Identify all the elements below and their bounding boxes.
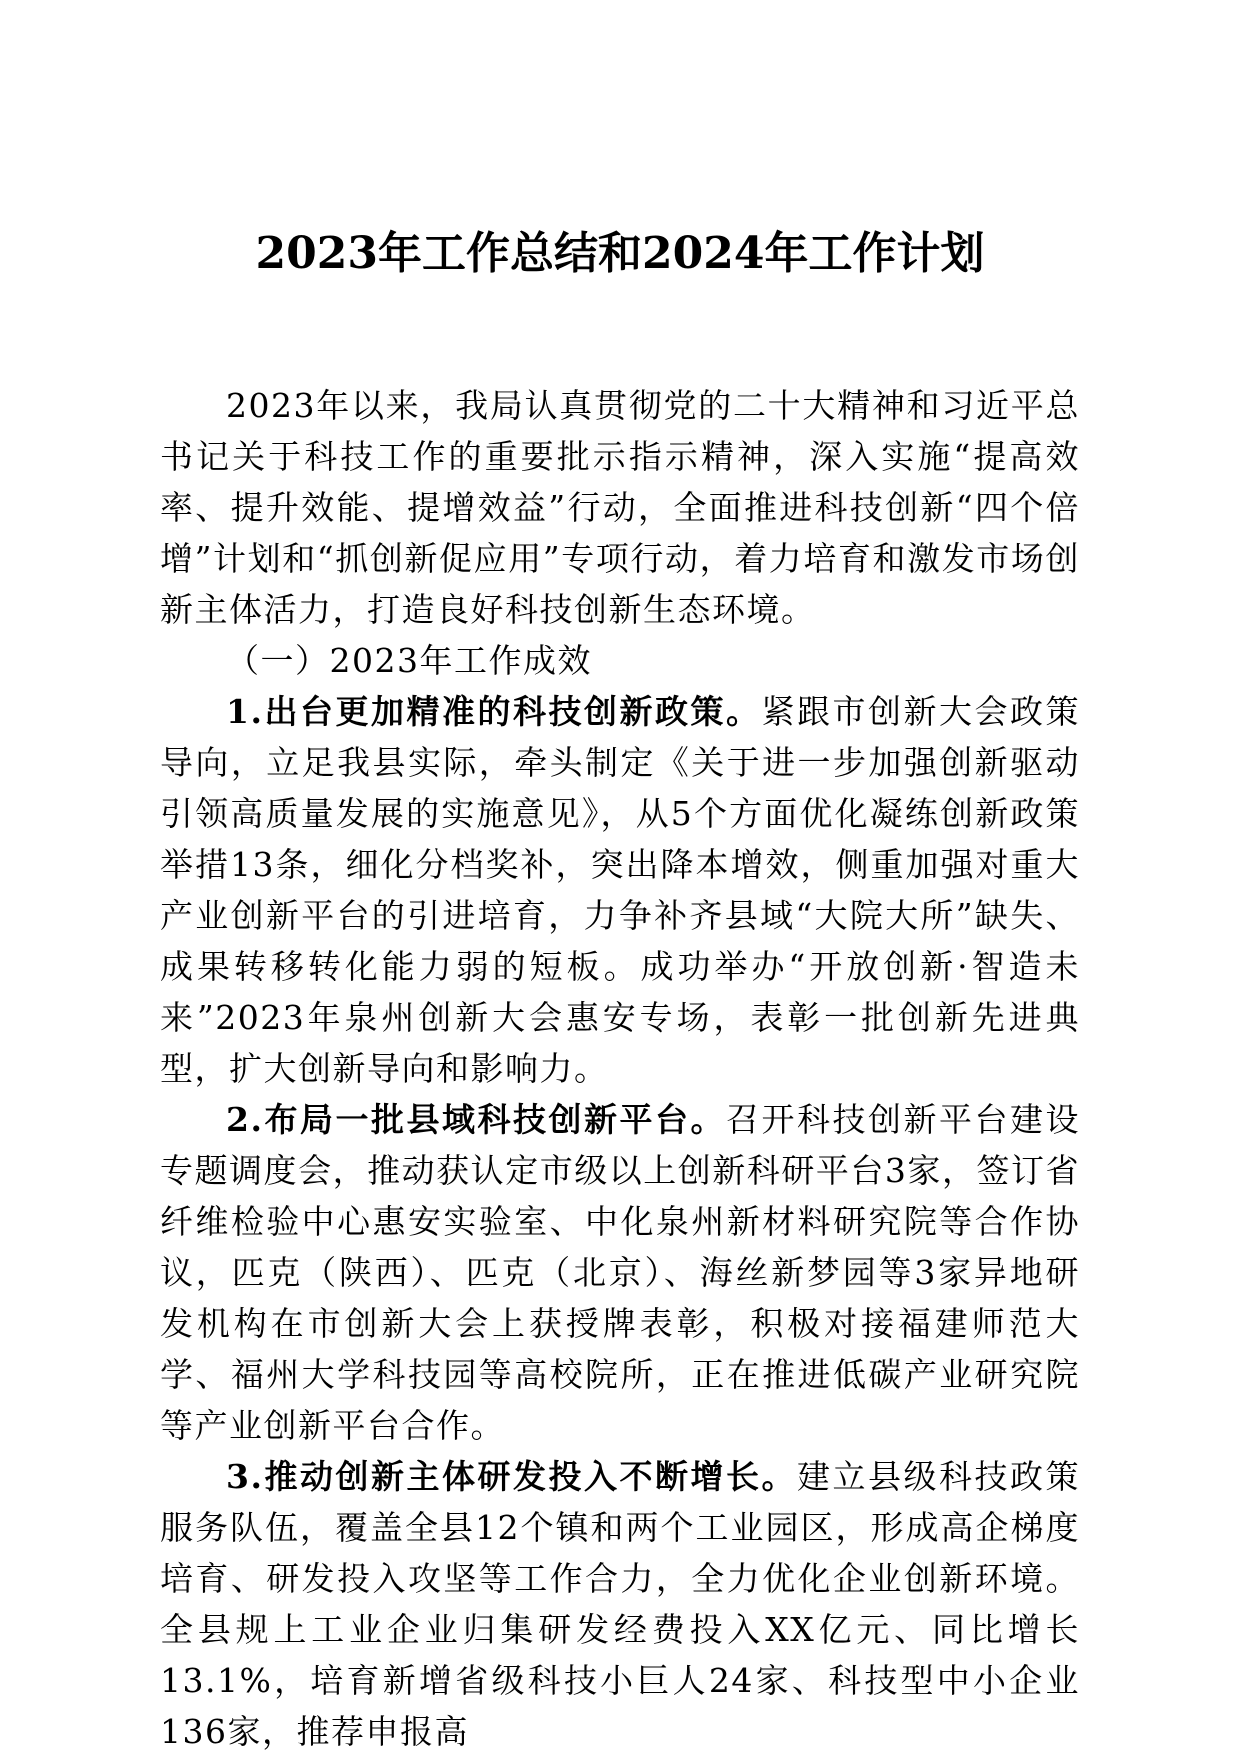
item-lead: 3.推动创新主体研发投入不断增长。	[226, 1457, 797, 1496]
item-text: 紧跟市创新大会政策导向，立足我县实际，牵头制定《关于进一步加强创新驱动引领高质量发展的实施意见》，从5个方面优化凝练创新政策举措13条，细化分档奖补，突出降本增效，侧重加强对重大产业创新平台的引进培育，力争补齐县域“大院大所”缺失、成果转移转化能力弱的短板。成功举办“开放创新·智造未来”2023年泉州创新大会惠安专场，表彰一批创新先进典型，扩大创新导向和影响力。	[160, 692, 1081, 1088]
section-heading: （一）2023年工作成效	[226, 641, 592, 680]
item-text: 召开科技创新平台建设专题调度会，推动获认定市级以上创新科研平台3家，签订省纤维检验中心惠安实验室、中化泉州新材料研究院等合作协议，匹克（陕西）、匹克（北京）、海丝新梦园等3家异地研发机构在市创新大会上获授牌表彰，积极对接福建师范大学、福州大学科技园等高校院所，正在推进低碳产业研究院等产业创新平台合作。	[160, 1100, 1081, 1445]
page-title: 2023年工作总结和2024年工作计划	[255, 228, 985, 279]
intro-paragraph: 2023年以来，我局认真贯彻党的二十大精神和习近平总书记关于科技工作的重要批示指示精神，深入实施“提高效率、提升效能、提增效益”行动，全面推进科技创新“四个倍增”计划和“抓创新促应用”专项行动，着力培育和激发市场创新主体活力，打造良好科技创新生态环境。	[160, 386, 1080, 629]
document-body	[160, 380, 1080, 1757]
item-paragraph-2	[160, 1094, 1080, 1451]
item-text: 建立县级科技政策服务队伍，覆盖全县12个镇和两个工业园区，形成高企梯度培育、研发投入攻坚等工作合力，全力优化企业创新环境。全县规上工业企业归集研发经费投入XX亿元、同比增长13.1%，培育新增省级科技小巨人24家、科技型中小企业136家，推荐申报高	[160, 1457, 1080, 1751]
item-lead: 2.布局一批县域科技创新平台。	[226, 1100, 726, 1139]
item-paragraph-1	[160, 686, 1080, 1094]
item-paragraph-3	[160, 1451, 1080, 1757]
item-lead: 1.出台更加精准的科技创新政策。	[226, 692, 762, 731]
